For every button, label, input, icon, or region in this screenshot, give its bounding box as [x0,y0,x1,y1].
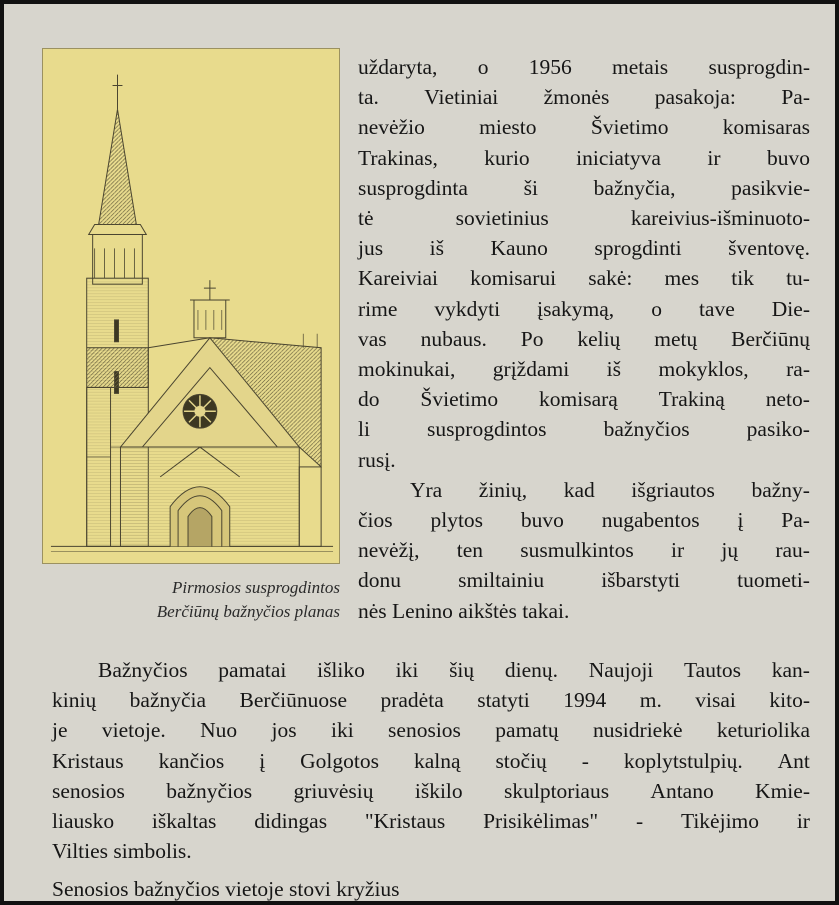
text-line: liausko iškaltas didingas "Kristaus Prisikėlimas" - Tikėjimo ir [52,809,810,833]
cutoff-line [52,877,810,902]
text-line: čios plytos buvo nugabentos į Pa- [358,508,810,532]
caption-line: Pirmosios susprogdintos [172,578,340,597]
text-line: mokinukai, grįždami iš mokyklos, ra- [358,357,810,381]
caption-line: Berčiūnų bažnyčios planas [156,602,340,621]
text-line: Vilties simbolis. [52,839,192,864]
book-page [4,4,835,901]
text-line: nevėžio miesto Švietimo komisaras [358,115,810,140]
text-line: kinių bažnyčia Berčiūnuose pradėta statyti 1994 m. visai kito- [52,688,810,713]
text-line: Bažnyčios pamatai išliko iki šių dienų. Naujoji Tautos kan- [98,658,810,682]
text-line: je vietoje. Nuo jos iki senosios pamatų nusidriekė keturiolika [52,718,810,743]
text-line: donu smiltainiu išbarstyti tuometi- [358,568,810,593]
text-line: rusį. [358,447,396,472]
text-line: rime vykdyti įsakymą, o tave Die- [358,296,810,321]
text-line: Kareiviai komisarui sakė: mes tik tu- [358,266,810,291]
text-line: do Švietimo komisarą Trakiną neto- [358,387,810,412]
text-line: senosios bažnyčios griuvėsių iškilo skulptoriaus Antano Kmie- [52,778,810,803]
text-line: vas nubaus. Po kelių metų Berčiūnų [358,326,810,351]
church-drawing [42,48,340,564]
text-line: li susprogdintos bažnyčios pasiko- [358,417,810,442]
church-elevation-sketch [43,49,339,563]
text-line: Trakinas, kurio iniciatyva ir buvo [358,145,810,170]
text-line: susprogdinta ši bažnyčia, pasikvie- [358,175,810,200]
text-line: Yra žinių, kad išgriautos bažny- [410,477,810,502]
text-line: jus iš Kauno sprogdinti šventovę. [358,236,810,261]
text-line: Kristaus kančios į Golgotos kalną stočių - koplytstulpių. Ant [52,748,810,773]
text-line: tė sovietinius kareivius-išminuoto- [358,206,810,230]
figure-caption [42,576,340,624]
cutoff-text: Senosios bažnyčios vietoje stovi kryžius [52,877,400,901]
text-line: nės Lenino aikštės takai. [358,598,570,623]
text-line: ta. Vietiniai žmonės pasakoja: Pa- [358,85,810,110]
text-line: nevėžį, ten susmulkintos ir jų rau- [358,538,810,563]
text-line: uždaryta, o 1956 metais susprogdin- [358,55,810,79]
